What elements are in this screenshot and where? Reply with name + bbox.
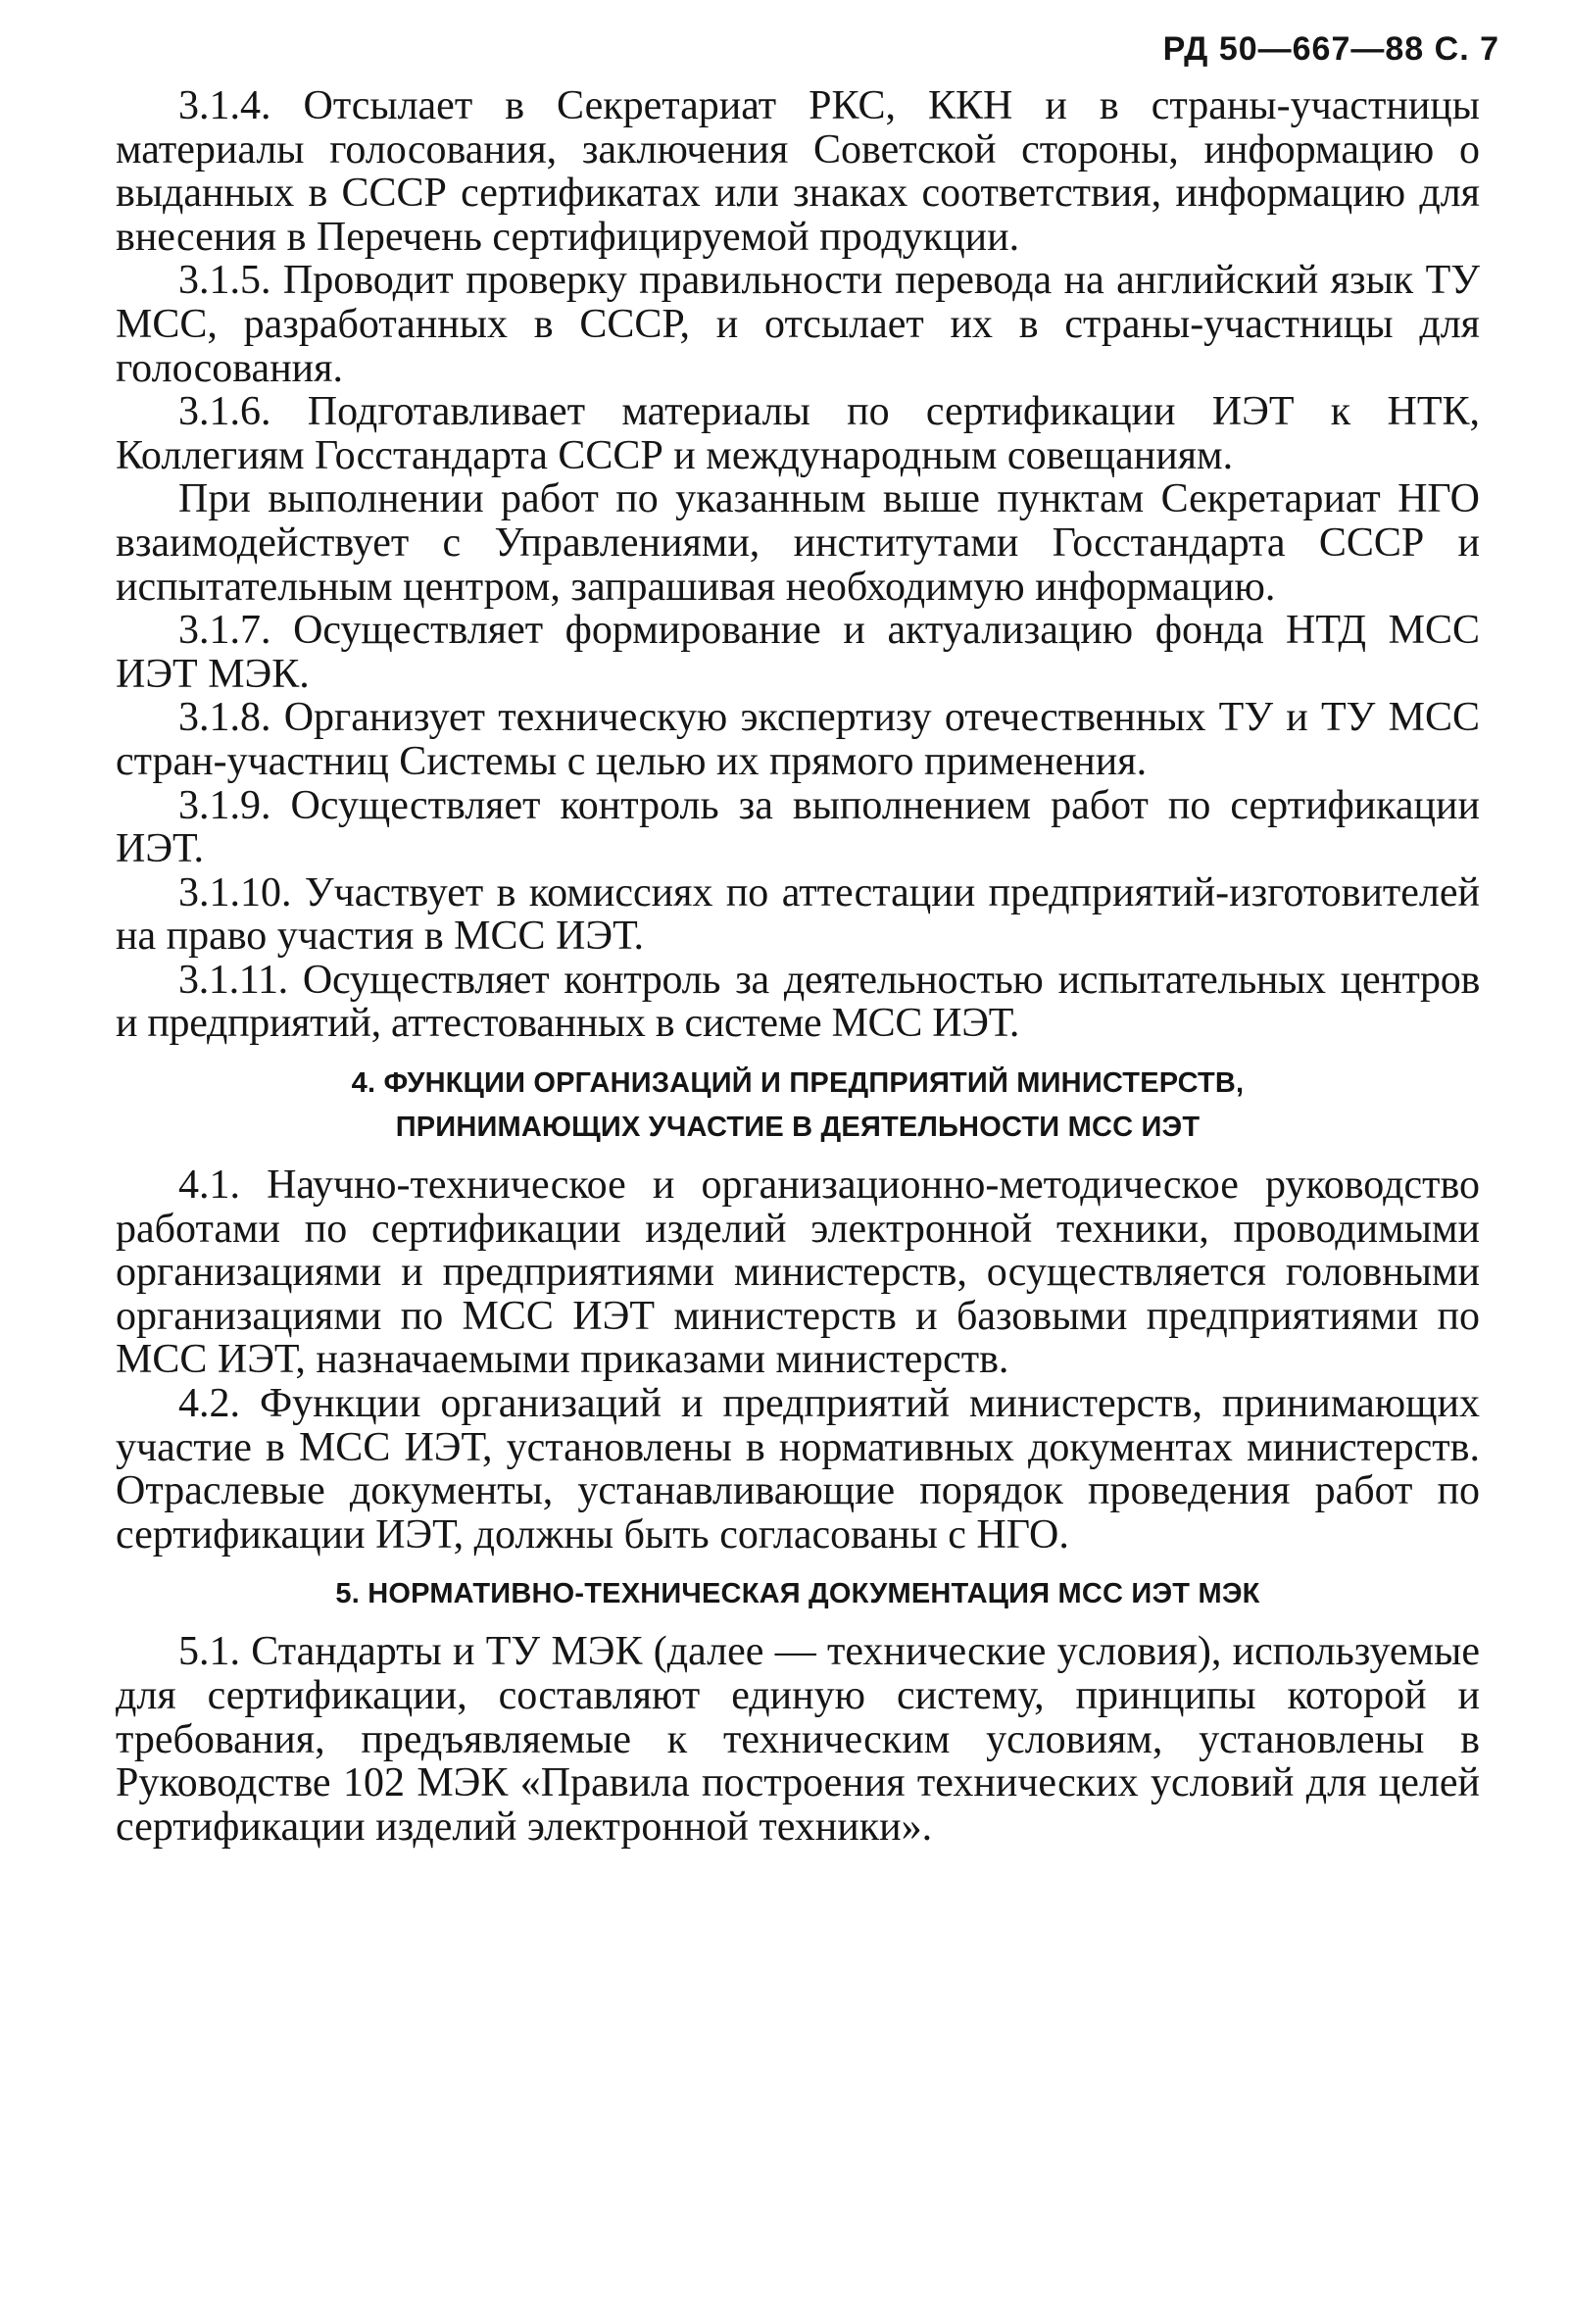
paragraph-3-1-6: 3.1.6. Подготавливает материалы по сертификации ИЭТ к НТК, Коллегиям Госстандарта СССР и международным совещаниям.	[116, 389, 1480, 478]
section-4-heading-line-1: 4. ФУНКЦИИ ОРГАНИЗАЦИЙ И ПРЕДПРИЯТИЙ МИНИСТЕРСТВ,	[351, 1067, 1245, 1100]
paragraph-4-1: 4.1. Научно-техническое и организационно-методическое руководство работами по сертификации изделий электронной техники, проводимыми организациями и предприятиями министерств, осуществляется головными организациями по МСС ИЭТ министерств и базовыми предприятиями по МСС ИЭТ, назначаемыми приказами министерств.	[116, 1162, 1480, 1383]
paragraph-secretariat-note: При выполнении работ по указанным выше пунктам Секретариат НГО взаимодействует с Управлениями, институтами Госстандарта СССР и испытательным центром, запрашивая необходимую информацию.	[116, 476, 1480, 610]
section-5-heading	[116, 1572, 1480, 1616]
paragraph-3-1-11: 3.1.11. Осуществляет контроль за деятельностью испытательных центров и предприятий, аттестованных в системе МСС ИЭТ.	[116, 957, 1480, 1047]
paragraph-3-1-7: 3.1.7. Осуществляет формирование и актуализацию фонда НТД МСС ИЭТ МЭК.	[116, 608, 1480, 697]
section-4-heading-line-2: ПРИНИМАЮЩИХ УЧАСТИЕ В ДЕЯТЕЛЬНОСТИ МСС ИЭТ	[395, 1112, 1201, 1144]
section-5-heading-line-1: 5. НОРМАТИВНО-ТЕХНИЧЕСКАЯ ДОКУМЕНТАЦИЯ МСС ИЭТ МЭК	[335, 1578, 1260, 1610]
paragraph-3-1-10: 3.1.10. Участвует в комиссиях по аттестации предприятий-изготовителей на право участия в МСС ИЭТ.	[116, 869, 1480, 960]
section-4-heading	[116, 1062, 1480, 1150]
paragraph-4-2: 4.2. Функции организаций и предприятий министерств, принимающих участие в МСС ИЭТ, установлены в нормативных документах министерств. Отраслевые документы, устанавливающие порядок проведения работ по сертификации ИЭТ, должны быть согласованы с НГО.	[116, 1381, 1480, 1558]
paragraph-3-1-4: 3.1.4. Отсылает в Секретариат РКС, ККН и в страны-участницы материалы голосования, заключения Советской стороны, информацию о выданных в СССР сертификатах или знаках соответствия, информацию для внесения в Перечень сертифицируемой продукции.	[116, 83, 1480, 260]
running-header: РД 50—667—88 С. 7	[1162, 30, 1499, 68]
paragraph-5-1: 5.1. Стандарты и ТУ МЭК (далее — технические условия), используемые для сертификации, составляют единую систему, принципы которой и требования, предъявляемые к техническим условиям, установлены в Руководстве 102 МЭК «Правила построения технических условий для целей сертификации изделий электронной техники».	[116, 1629, 1480, 1850]
paragraph-3-1-8: 3.1.8. Организует техническую экспертизу отечественных ТУ и ТУ МСС стран-участниц Системы с целью их прямого применения.	[116, 695, 1480, 784]
paragraph-3-1-9: 3.1.9. Осуществляет контроль за выполнением работ по сертификации ИЭТ.	[116, 782, 1480, 872]
document-page	[116, 29, 1499, 1850]
paragraph-3-1-5: 3.1.5. Проводит проверку правильности перевода на английский язык ТУ МСС, разработанных в СССР, и отсылает их в страны-участницы для голосования.	[116, 258, 1480, 391]
